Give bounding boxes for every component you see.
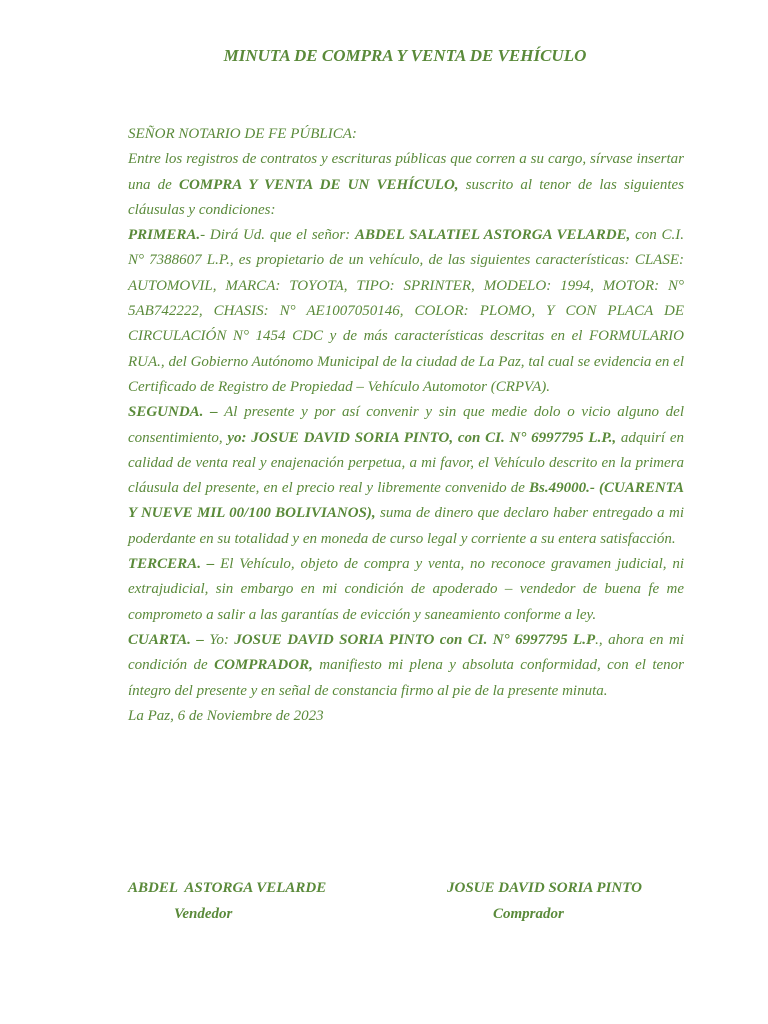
clause-segunda-heading: SEGUNDA. – — [128, 404, 218, 421]
document-title: MINUTA DE COMPRA Y VENTA DE VEHÍCULO — [223, 46, 587, 65]
price-bold: Bs.49000.- (CUARENTA Y NUEVE MIL 00/100 BOLIVIANOS), — [128, 480, 685, 522]
clause-primera-text-1: - Dirá Ud. que el señor: — [200, 227, 355, 244]
buyer-name-bold: JOSUE DAVID SORIA PINTO con CI. N° 6997795 L.P — [234, 631, 596, 648]
clause-cuarta-text-1: Yo: — [203, 631, 235, 648]
clause-primera-heading: PRIMERA. — [128, 227, 201, 244]
clause-segunda-text-1: Al presente y por así convenir y sin que medie dolo o vicio alguno del consentimiento, — [128, 404, 684, 446]
clause-cuarta-text-2: ., ahora en mi condición de — [128, 631, 685, 674]
buyer-role-bold: COMPRADOR, — [214, 657, 313, 674]
clause-primera-text-2: con C.I. N° 7388607 L.P., es propietario de un vehículo, de las siguientes características: CLASE: AUTOMOVIL, MARCA: TOYOTA, TIPO: SPRINTER, MODELO: 1994, MOTOR: N° 5AB742222, CHASIS: N° AE1007050146, COLOR: PLOMO, Y CON PLACA DE CIRCULACIÓN N° 1454 CDC y de más características descritas en el FORMULARIO RUA., del Gobierno Autónomo Municipal de la ciudad de La Paz, tal cual se evidencia en el Certificado de Registro de Propiedad – Vehículo Automotor (CRPVA). — [128, 227, 684, 395]
seller-signature-role: Vendedor — [174, 906, 233, 922]
clause-segunda-text-2: adquirí en calidad de venta real y enajenación perpetua, a mi favor, el Vehículo descrito en la primera cláusula del presente, en el precio real y libremente convenido de — [128, 429, 684, 497]
buyer-signature-role: Comprador — [493, 906, 564, 922]
clause-cuarta-text-3: manifiesto mi plena y absoluta conformidad, con el tenor íntegro del presente y en señal de constancia firmo al pie de la presente minuta. — [128, 657, 684, 699]
clause-segunda — [128, 400, 684, 552]
clause-primera — [128, 223, 684, 400]
document-body — [128, 122, 684, 729]
clause-segunda-text-3: suma de dinero que declaro haber entregado a mi poderdante en su totalidad y en moneda de curso legal y corriente a su entera satisfacción. — [128, 505, 684, 547]
seller-name-bold: ABDEL SALATIEL ASTORGA VELARDE, — [354, 227, 631, 244]
clause-cuarta-heading: CUARTA. – — [128, 631, 204, 648]
intro-paragraph — [128, 147, 684, 223]
salutation: SEÑOR NOTARIO DE FE PÚBLICA: — [128, 126, 357, 142]
intro-text-2: suscrito al tenor de las siguientes cláusulas y condiciones: — [128, 176, 684, 218]
clause-tercera-text: El Vehículo, objeto de compra y venta, no reconoce gravamen judicial, ni extrajudicial, sin embargo en mi condición de apoderado – vendedor de buena fe me comprometo a salir a las garantías de evicción y saneamiento conforme a ley. — [128, 556, 684, 623]
intro-text-1: Entre los registros de contratos y escrituras públicas que corren a su cargo, sírvase insertar una de — [128, 151, 684, 193]
buyer-signature-name: JOSUE DAVID SORIA PINTO — [447, 880, 642, 896]
clause-tercera-heading: TERCERA. – — [128, 556, 215, 573]
clause-tercera — [128, 552, 684, 628]
intro-bold: COMPRA Y VENTA DE UN VEHÍCULO, — [178, 176, 459, 193]
clause-cuarta — [128, 628, 684, 704]
date-line: La Paz, 6 de Noviembre de 2023 — [128, 707, 324, 724]
buyer-identity-bold: yo: JOSUE DAVID SORIA PINTO, con CI. N° 6997795 L.P., — [227, 429, 617, 446]
seller-signature-name: ABDEL ASTORGA VELARDE — [128, 880, 327, 896]
